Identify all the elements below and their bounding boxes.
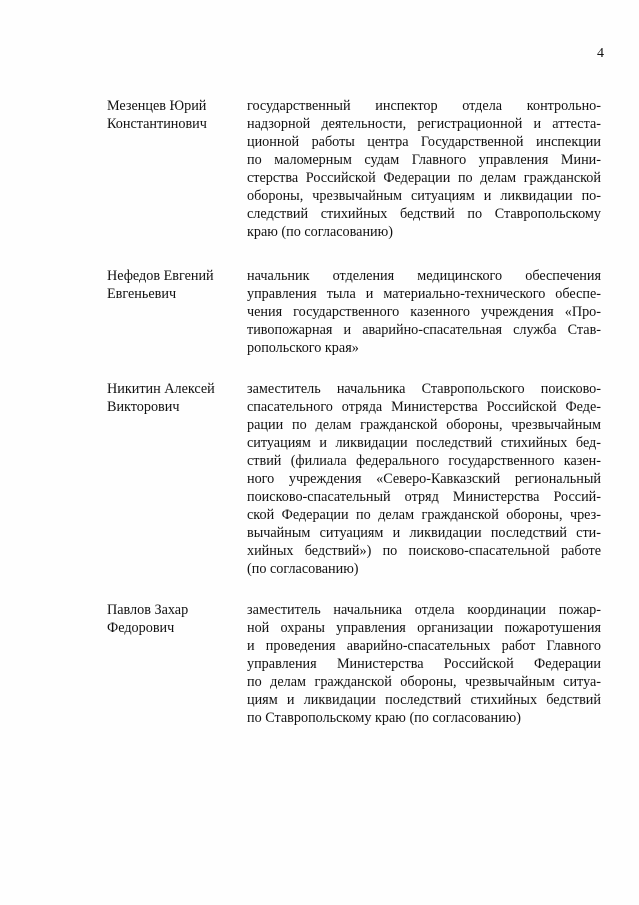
member-name-line: Викторович — [107, 399, 180, 415]
position-line: ного учреждения «Северо-Кавказский региональный — [247, 471, 601, 487]
position-line: по Ставропольскому краю (по согласованию) — [247, 710, 521, 726]
position-line: ской Федерации по делам гражданской обороны, чрез- — [247, 507, 601, 523]
member-name-line: Мезенцев Юрий — [107, 98, 207, 114]
member-name — [107, 267, 245, 303]
position-line: следствий стихийных бедствий по Ставропольскому — [247, 206, 601, 222]
position-line: обороны, чрезвычайным ситуациям и ликвидации по- — [247, 188, 601, 204]
position-line: управления тыла и материально-технического обеспе- — [247, 286, 601, 302]
position-line: по маломерным судам Главного управления Мини- — [247, 152, 601, 168]
position-line: заместитель начальника Ставропольского поисково- — [247, 381, 601, 397]
page-number: 4 — [597, 46, 604, 61]
position-line: и проведения аварийно-спасательных работ Главного — [247, 638, 601, 654]
position-line: государственный инспектор отдела контрольно- — [247, 98, 601, 114]
member-name-line: Нефедов Евгений — [107, 268, 214, 284]
position-line: заместитель начальника отдела координации пожар- — [247, 602, 601, 618]
member-name — [107, 380, 245, 416]
position-line: (по согласованию) — [247, 561, 359, 577]
member-position — [247, 97, 601, 241]
position-line: тивопожарная и аварийно-спасательная служба Став- — [247, 322, 601, 338]
position-line: надзорной деятельности, регистрационной и аттеста- — [247, 116, 601, 132]
member-name — [107, 97, 245, 133]
position-line: циям и ликвидации последствий стихийных бедствий — [247, 692, 601, 708]
position-line: ной охраны управления организации пожаротушения — [247, 620, 601, 636]
position-line: ситуациям и ликвидации последствий стихийных бед- — [247, 435, 601, 451]
position-line: поисково-спасательный отряд Министерства Россий- — [247, 489, 601, 505]
position-line: ствий (филиала федерального государственного казен- — [247, 453, 601, 469]
position-line: рации по делам гражданской обороны, чрезвычайным — [247, 417, 601, 433]
position-line: краю (по согласованию) — [247, 224, 393, 240]
position-line: хийных бедствий») по поисково-спасательной работе — [247, 543, 601, 559]
member-position — [247, 601, 601, 727]
member-name-line: Евгеньевич — [107, 286, 177, 302]
member-name — [107, 601, 245, 637]
position-line: по делам гражданской обороны, чрезвычайным ситуа- — [247, 674, 601, 690]
member-name-line: Константинович — [107, 116, 207, 132]
member-position — [247, 380, 601, 578]
member-name-line: Федорович — [107, 620, 175, 636]
position-line: управления Министерства Российской Федерации — [247, 656, 601, 672]
position-line: начальник отделения медицинского обеспечения — [247, 268, 601, 284]
position-line: вычайным ситуациям и ликвидации последствий сти- — [247, 525, 601, 541]
position-line: спасательного отряда Министерства Российской Феде- — [247, 399, 601, 415]
position-line: ционной работы центра Государственной инспекции — [247, 134, 601, 150]
member-name-line: Никитин Алексей — [107, 381, 215, 397]
position-line: ропольского края» — [247, 340, 359, 356]
member-position — [247, 267, 601, 357]
position-line: чения государственного казенного учреждения «Про- — [247, 304, 601, 320]
position-line: стерства Российской Федерации по делам гражданской — [247, 170, 601, 186]
member-name-line: Павлов Захар — [107, 602, 189, 618]
